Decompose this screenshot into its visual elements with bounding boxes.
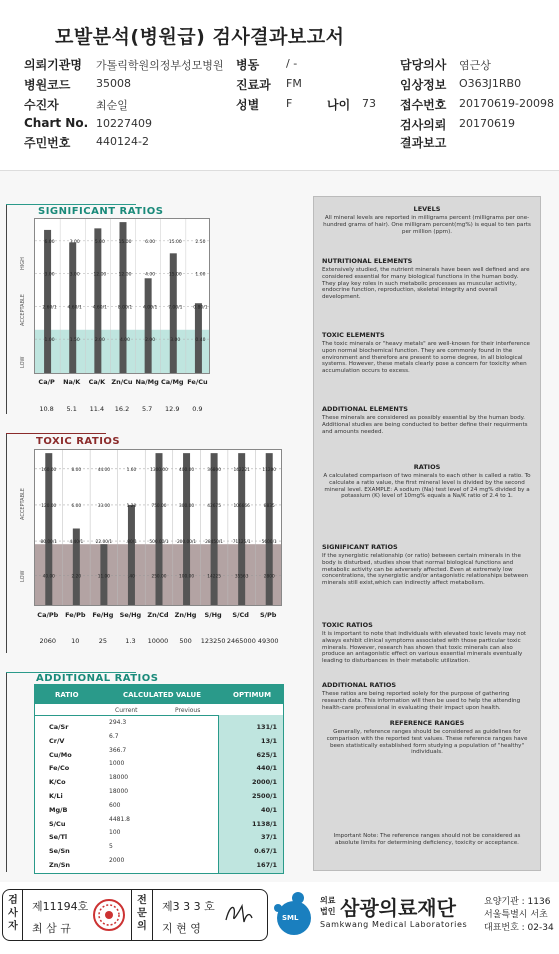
tester-label: 검사자 [8, 895, 18, 932]
specialist-label: 전문의 [137, 895, 147, 932]
add-optimum-value: 625/1 [256, 750, 277, 759]
tox-value-label: 25 [98, 637, 108, 645]
sig-tick-label: 5.00 [94, 239, 105, 245]
add-optimum-value: 1138/1 [252, 819, 277, 828]
sig-zone-label: LOW [20, 356, 26, 368]
sig-bar [44, 230, 51, 374]
add-current-value: 5 [109, 843, 113, 851]
tox-tick-label: 11.00 [97, 574, 111, 580]
sig-category-label: Na/Mg [135, 378, 159, 386]
tox-value-label: 2465000 [226, 637, 256, 645]
tox-tick-label: 80.00/1 [40, 540, 58, 546]
panel-heading: ADDITIONAL RATIOS [322, 681, 397, 689]
toxic-chart-svg [35, 450, 282, 606]
add-optimum-value: 0.67/1 [254, 847, 277, 856]
sig-tick-label: 3.00 [44, 272, 55, 278]
tox-category-label: Se/Hg [119, 611, 142, 619]
additional-bracket [6, 672, 7, 872]
tox-value-label: 10 [71, 637, 80, 645]
add-ratio-label: Ca/Sr [49, 723, 69, 731]
add-current-value: 18000 [109, 774, 129, 782]
panel-heading: TOXIC RATIOS [322, 621, 373, 629]
sig-value-label: 5.7 [141, 405, 153, 413]
tox-value-label: 123250 [200, 637, 226, 645]
tox-tick-label: 8.00 [71, 467, 82, 473]
chart-no-label: Chart No. [24, 116, 89, 130]
sig-category-label: Ca/K [88, 378, 106, 386]
add-current-value: 1000 [109, 760, 125, 768]
tox-tick-label: 400.00 [179, 467, 195, 473]
sig-zone-label: HIGH [20, 257, 26, 270]
sig-tick-label: 3.00 [69, 272, 80, 278]
panel-text: Generally, reference ranges should be considered as guidelines for comparison with the reported test values. These reference ranges have been statistically established form studying a population of "healthy" individuals. [326, 729, 528, 756]
requester-value: 가톨릭학원의정부성모병원 [96, 59, 224, 72]
sig-tick-label: 4.60/1 [67, 305, 82, 311]
tox-bar [211, 453, 218, 606]
tox-tick-label: 250.00 [151, 574, 167, 580]
tox-tick-label: 36800 [207, 467, 221, 473]
result-label: 결과보고 [400, 136, 447, 150]
tox-tick-label: 33.00 [97, 503, 111, 509]
sig-tick-label: 2.50 [195, 239, 206, 245]
tox-tick-label: .80/1 [125, 540, 137, 546]
additional-table [34, 684, 284, 874]
sig-value-label: 5.1 [66, 405, 77, 413]
sig-tick-label: 3.00 [170, 338, 181, 344]
clinical-value: O363J1RB0 [459, 77, 522, 90]
panel-text: The toxic minerals or "heavy metals" are well-known for their interference upon normal biochemical function. They are commonly found in the environment and therefore are present to some degree, in all biological systems. However, these metals clearly pose a concern for toxicity when accumulation occurs to excess. [322, 341, 531, 375]
tox-value-label: 49300 [257, 637, 279, 645]
sig-value-label: 0.9 [192, 405, 203, 413]
additional-table-header [35, 685, 283, 704]
tox-tick-label: 35563 [234, 574, 249, 580]
receipt-label: 접수번호 [400, 98, 447, 112]
tox-tick-label: 71125/1 [232, 540, 251, 546]
panel-text: If the synergistic relationship (or ratio) between certain minerals in the body is disturbed, studies show that normal biological functions and metabolic activity can be adversely affected. Even at extremely low concentrations, the synergistic and/or antagonistic relationships between minerals still exist,which can indirectly affect metabolism. [322, 553, 529, 587]
add-current-value: 6.7 [109, 732, 119, 740]
tox-category-label: S/Hg [204, 611, 222, 619]
sex-label: 성별 [236, 98, 260, 112]
panel-text: Extensively studied, the nutrient minerals have been well defined and are considered essential for many biological functions in the human body. They play key roles in such metabolic processes as muscular activity, endocrine function, reproduction, skeletal integrity and overall development. [322, 267, 530, 301]
significant-rule [6, 204, 136, 205]
tox-category-label: Fe/Pb [65, 611, 86, 619]
tox-tick-label: 44.00 [97, 467, 111, 473]
tester-name: 최 삼 규 [32, 922, 71, 935]
add-ratio-label: Mg/B [49, 805, 68, 814]
add-optimum-value: 2500/1 [252, 792, 277, 800]
sig-tick-label: 15.00 [118, 239, 132, 245]
add-ratio-label: Se/Tl [49, 833, 68, 842]
sig-tick-label: 12.00 [118, 272, 132, 278]
sig-tick-label: 7.00/1 [168, 305, 183, 311]
rrn-value: 440124-2 [96, 135, 149, 148]
tox-tick-label: 2800 [263, 574, 275, 580]
additional-title: ADDITIONAL RATIOS [36, 673, 159, 684]
tox-zone-label: LOW [20, 570, 26, 582]
age-label: 나이 [327, 98, 351, 112]
toxic-bracket [6, 433, 7, 653]
sig-category-label: Ca/P [38, 378, 55, 386]
hospital-code-value: 35008 [96, 77, 131, 90]
sig-zone-label: ACCEPTABLE [20, 294, 26, 326]
add-optimum-value: 2000/1 [252, 778, 277, 787]
org-name: 삼광의료재단 [340, 896, 456, 920]
panel-heading: ADDITIONAL ELEMENTS [322, 405, 408, 413]
tox-tick-label: 4.40/1 [69, 540, 84, 546]
sig-category-label: Fe/Cu [187, 378, 208, 386]
age-value: 73 [362, 97, 376, 110]
address-line-1: 요양기관 : 1136 [484, 897, 551, 907]
tox-bar [45, 453, 52, 606]
add-optimum-value: 440/1 [256, 764, 277, 773]
panel-text: These ratios are being reported solely for the purpose of gathering research data. This information will then be used to help the attending health-care professional in evaluating their impact upon health. [322, 691, 521, 711]
sig-value-label: 10.8 [39, 405, 54, 413]
tox-tick-label: 1.60 [126, 467, 137, 473]
sig-tick-label: 6.00 [44, 239, 55, 245]
org-english: Samkwang Medical Laboratories [320, 920, 468, 929]
add-current-value: 4481.8 [109, 815, 130, 823]
toxic-title: TOXIC RATIOS [36, 436, 121, 447]
tox-bar [238, 453, 245, 606]
req-date-value: 20170619 [459, 117, 515, 130]
add-current-value: 18000 [109, 788, 129, 795]
panel-heading: NUTRITIONAL ELEMENTS [322, 257, 413, 265]
header-ratio: RATIO [55, 691, 79, 699]
tester-number: 제11194호 [32, 900, 89, 913]
sig-tick-label: 4.00 [145, 272, 156, 278]
sig-tick-label: 0.80/1 [193, 305, 208, 311]
chart-no-value: 10227409 [96, 117, 152, 130]
ward-label: 병동 [236, 58, 260, 72]
tox-tick-label: 22.00/1 [95, 540, 113, 546]
tox-value-label: 500 [179, 637, 192, 645]
add-current-value: 2000 [109, 857, 125, 864]
sig-tick-label: 1.00 [44, 338, 55, 344]
sig-value-label: 11.4 [89, 405, 105, 413]
doctor-label: 담당의사 [400, 58, 447, 72]
add-current-value: 600 [109, 801, 121, 809]
add-ratio-label: Cr/V [49, 736, 65, 745]
sig-divider-2 [131, 889, 132, 941]
tox-tick-label: 750.00 [151, 503, 167, 509]
tox-category-label: Zn/Cd [147, 611, 169, 619]
add-ratio-label: K/Co [49, 778, 66, 787]
dept-label: 진료과 [236, 78, 271, 92]
sig-divider-1 [22, 889, 23, 941]
panel-text: A calculated comparison of two minerals to each other is called a ratio. To calculate a ratio value, the first mineral level is divided by the second mineral level. EXAMPLE: A sodium (Na) test level of 24 mg% divided by a potassium (K) level of 10mg% equals a Na/K ratio of 2.4 to 1. [323, 473, 531, 500]
sex-value: F [286, 97, 293, 110]
receipt-value: 20170619-20098 [459, 97, 554, 110]
requester-label: 의뢰기관명 [24, 58, 82, 72]
tox-tick-label: 1300.00 [150, 467, 168, 473]
sig-tick-label: 2.60/1 [42, 305, 57, 311]
panel-note: Important Note: The reference ranges should not be considered as absolute limits for determining deficiency, toxicity or acceptance. [333, 833, 521, 846]
add-ratio-label: Se/Sn [49, 847, 70, 856]
rrn-label: 주민번호 [24, 136, 71, 150]
add-current-value: 366.7 [109, 746, 127, 754]
sig-tick-label: 15.00 [168, 272, 182, 278]
tox-tick-label: .40 [128, 574, 135, 580]
sig-divider-3 [152, 889, 153, 941]
add-ratio-label: Cu/Mo [49, 750, 72, 759]
tox-tick-label: 106666 [233, 503, 250, 509]
add-optimum-value: 13/1 [261, 736, 277, 745]
logo-text: SML [282, 914, 299, 922]
tox-category-label: Fe/Hg [92, 611, 114, 619]
sig-category-label: Zn/Cu [111, 378, 133, 386]
tox-bar [183, 453, 190, 606]
panel-heading: TOXIC ELEMENTS [322, 331, 385, 339]
panel-text: All mineral levels are reported in milligrams percent (milligrams per one-hundred grams of hair). One milligram percent(mg%) is equal to ten parts per million (ppm). [323, 215, 531, 235]
add-ratio-label: S/Cu [49, 819, 66, 828]
add-optimum-value: 167/1 [256, 861, 277, 869]
tox-tick-label: 100.00 [179, 574, 195, 580]
report-footer [0, 886, 559, 954]
toxic-rule [6, 433, 106, 434]
patient-value: 최순일 [96, 99, 128, 112]
add-ratio-label: K/Li [49, 792, 63, 800]
tox-category-label: S/Cd [232, 611, 249, 619]
sig-tick-label: 3.00 [69, 239, 80, 245]
panel-heading: LEVELS [413, 205, 441, 213]
tox-category-label: Ca/Pb [37, 611, 59, 619]
patient-label: 수진자 [24, 98, 59, 112]
sig-tick-label: 8.00/1 [117, 305, 133, 311]
tox-tick-label: 142221 [233, 467, 250, 473]
doctor-value: 염근상 [459, 59, 491, 72]
add-optimum-value: 131/1 [256, 723, 277, 731]
tox-value-label: 10000 [147, 637, 169, 645]
panel-heading: REFERENCE RANGES [389, 719, 465, 727]
sig-tick-label: 4.00/1 [142, 305, 158, 311]
sig-tick-label: 2.00 [145, 338, 156, 344]
header-optimum: OPTIMUM [233, 691, 272, 699]
tox-value-label: 1.3 [125, 637, 136, 645]
tox-tick-label: 40.00 [42, 574, 55, 580]
tox-tick-label: 6.00 [71, 503, 82, 509]
sig-tick-label: 4.60/1 [92, 305, 108, 311]
add-current-value: 100 [109, 829, 121, 837]
header-calculated: CALCULATED VALUE [123, 691, 202, 699]
ward-value: / - [286, 57, 298, 70]
address-line-2: 서울특별시 서초 [484, 910, 548, 920]
tox-tick-label: 120.00 [41, 503, 57, 509]
report-title: 모발분석(병원급) 검사결과보고서 [55, 26, 345, 48]
sig-category-label: Na/K [63, 378, 81, 386]
tox-tick-label: 1.20 [126, 503, 137, 509]
sig-tick-label: 6.00 [145, 239, 156, 245]
tox-tick-label: 500.00/1 [149, 540, 169, 546]
toxic-chart [34, 449, 282, 606]
tox-tick-label: 300.00 [179, 503, 195, 509]
panel-heading: SIGNIFICANT RATIOS [322, 543, 398, 551]
panel-text: These minerals are considered as possibly essential by the human body. Additional studies are being conducted to better define their requirments and amounts needed. [322, 415, 528, 435]
tox-category-label: S/Pb [259, 611, 277, 619]
sig-tick-label: 2.00 [94, 338, 105, 344]
tox-tick-label: 42675 [207, 503, 221, 509]
tox-tick-label: 28450/1 [205, 540, 224, 546]
org-small-2: 법인 [320, 907, 336, 916]
add-ratio-label: Zn/Sn [49, 861, 71, 869]
tox-zone-label: ACCEPTABLE [20, 488, 26, 520]
add-ratio-label: Fe/Co [49, 764, 70, 773]
tox-tick-label: 11200 [262, 467, 277, 473]
dept-value: FM [286, 77, 302, 90]
req-date-label: 검사의뢰 [400, 118, 447, 132]
significant-title: SIGNIFICANT RATIOS [38, 206, 164, 217]
sig-value-label: 12.9 [165, 405, 180, 413]
tester-seal-icon [92, 898, 126, 932]
panel-heading: RATIOS [413, 463, 441, 471]
sig-category-label: Ca/Mg [160, 378, 184, 386]
specialist-signature-icon [222, 900, 258, 928]
tox-tick-label: 5600/1 [261, 540, 277, 546]
tox-bar [156, 453, 163, 606]
sig-tick-label: 4.00 [119, 338, 131, 344]
tox-tick-label: 200.00/1 [176, 540, 197, 546]
tox-value-label: 2060 [39, 637, 57, 645]
sig-bar [120, 222, 127, 374]
tox-tick-label: 8835 [263, 503, 275, 509]
sig-value-label: 16.2 [114, 405, 130, 413]
explanation-panel [313, 196, 541, 871]
significant-chart [34, 218, 210, 374]
sig-tick-label: 1.00 [195, 272, 206, 278]
sig-tick-label: 15.00 [168, 239, 182, 245]
org-small-1: 의료 [320, 896, 336, 905]
sig-bar [94, 228, 101, 374]
add-current-value: 294.3 [109, 719, 127, 726]
tox-tick-label: 160.00 [41, 467, 57, 473]
add-optimum-value: 40/1 [261, 805, 277, 814]
sig-bar [145, 278, 152, 374]
significant-chart-svg [35, 219, 210, 374]
sig-tick-label: 1.50 [69, 338, 80, 344]
specialist-number: 제3 3 3 호 [162, 900, 215, 913]
subheader-current: Current [115, 707, 138, 714]
sig-tick-label: 0.40 [195, 338, 206, 344]
address-line-3: 대표번호 : 02-34 [484, 923, 554, 933]
hospital-code-label: 병원코드 [24, 78, 71, 92]
tox-tick-label: 14225 [207, 574, 221, 580]
specialist-name: 지 현 영 [162, 922, 201, 935]
sig-bar [170, 253, 177, 374]
clinical-label: 임상정보 [400, 78, 447, 92]
significant-bracket [6, 204, 7, 414]
sig-tick-label: 12.00 [93, 272, 107, 278]
add-optimum-value: 37/1 [261, 833, 277, 842]
tox-tick-label: 2.20 [71, 574, 82, 580]
tox-category-label: Zn/Hg [174, 611, 197, 619]
panel-text: It is important to note that individuals with elevated toxic levels may not always exhibit clinical symptoms associated with those particular toxic minerals. However, research has shown that toxic minerals can also produce an antagonistic effect on various essential minerals eventually leading to disturbances in their metabolic utilization. [322, 631, 527, 665]
subheader-previous: Previous [175, 707, 201, 714]
